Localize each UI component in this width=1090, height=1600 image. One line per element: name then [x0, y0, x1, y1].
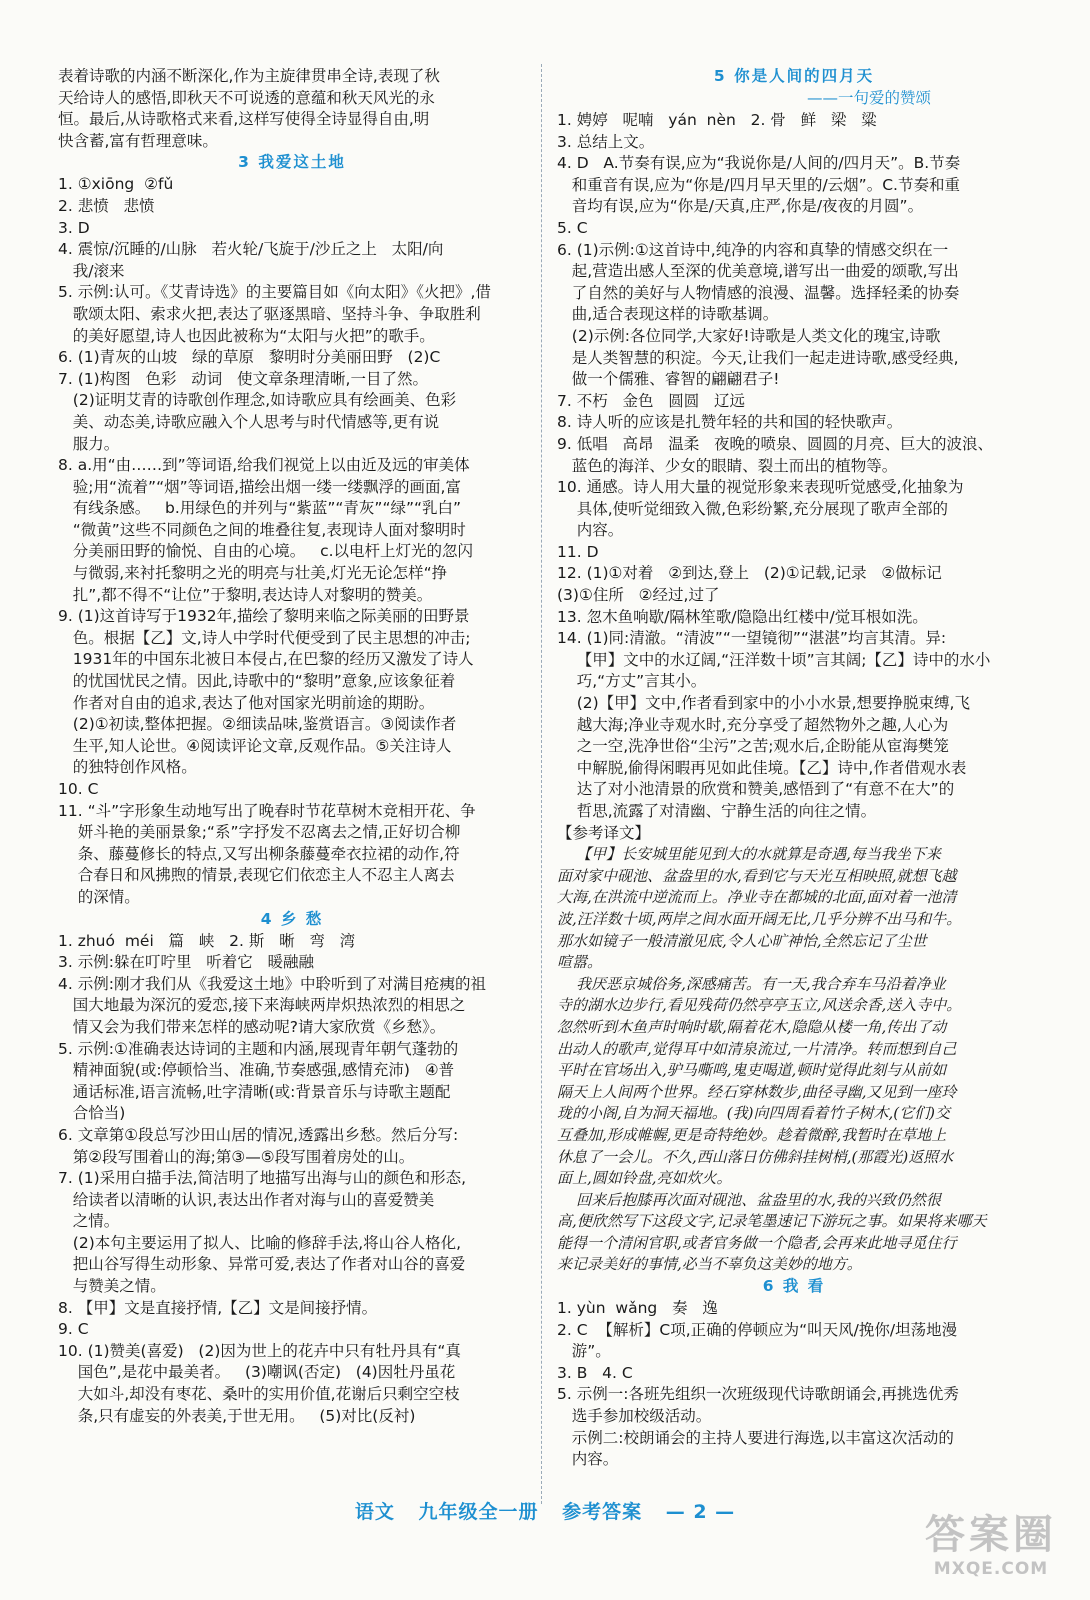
translation-line: 我厌恶京城俗务,深感痛苦。有一天,我合弃车马沿着净业 [557, 974, 946, 993]
answer-line: 的独特创作风格。 [58, 758, 197, 777]
answer-line: 13. 忽木鱼响歇/隔林笙歌/隐隐出红楼中/觉耳根如洗。 [557, 607, 928, 626]
answer-line: 3. 总结上文。 [557, 132, 655, 151]
answer-line: 和重音有误,应为“你是/四月早天里的/云烟”。C.节奏和重 [557, 175, 960, 194]
translation-line: 那水如镜子一般清澈见底,令人心旷神怡,全然忘记了尘世 [557, 931, 927, 950]
answer-line: 游”。 [557, 1342, 611, 1361]
answer-line: 8. a.用“由……到”等词语,给我们视觉上以由近及远的审美体 [58, 456, 470, 475]
answer-line: 表着诗歌的内涵不断深化,作为主旋律贯串全诗,表现了秋 [58, 67, 440, 85]
answer-line: 5. C [557, 218, 588, 237]
answer-line: 10. C [58, 780, 99, 798]
answer-line: 给读者以清晰的认识,表达出作者对海与山的喜爱赞美 [58, 1190, 435, 1209]
answer-line: 的美好愿望,诗人也因此被称为“太阳与火把”的歌手。 [58, 326, 435, 345]
answer-line: 作者对自由的追求,表达了他对国家光明前途的期盼。 [58, 693, 435, 712]
answer-line: 5. 示例:①准确表达诗词的主题和内涵,展现青年朝气蓬勃的 [58, 1039, 459, 1058]
answer-line: 国大地最为深沉的爱恋,接下来海峡两岸炽热浓烈的相思之 [58, 996, 466, 1015]
answer-line: 服力。 [58, 434, 120, 453]
answer-line: (2)【甲】文中,作者看到家中的小小水景,想要挣脱束缚,飞 [557, 694, 970, 713]
watermark-url: MXQE.COM [933, 1559, 1049, 1579]
answer-line: 第②段写围着山的海;第③—⑤段写围着房处的山。 [58, 1147, 415, 1166]
footer-grade: 九年级全一册 [418, 1501, 539, 1523]
answer-line: 之一空,洗净世俗“尘污”之苦;观水后,企盼能从宦海樊笼 [557, 737, 949, 756]
answer-line: 大如斗,却没有枣花、桑叶的实用价值,花谢后只剩空空枝 [58, 1385, 460, 1404]
answer-line: 恒。最后,从诗歌格式来看,这样写使得全诗显得自由,明 [58, 110, 430, 129]
answer-line: 7. (1)采用白描手法,简洁明了地描写出海与山的颜色和形态, [58, 1169, 467, 1188]
translation-line: 休息了一会儿。不久,西山落日仿佛斜挂树梢,(那霞光)返照水 [557, 1147, 954, 1166]
answer-line: 5. 示例一:各班先组织一次班级现代诗歌朗诵会,再挑选优秀 [557, 1385, 959, 1404]
translation-line: 忽然听到木鱼声时响时歇,隔着花木,隐隐从楼一角,传出了动 [557, 1017, 947, 1036]
answer-line: 把山谷写得生动形象、异常可爱,表达了作者对山谷的喜爱 [58, 1255, 466, 1274]
answer-line: 7. (1)构图 色彩 动词 使文章条理清晰,一目了然。 [58, 369, 428, 388]
footer-page-number: — 2 — [665, 1501, 736, 1523]
answer-line: 14. (1)同:清澈。“清波”“一望镜彻”“湛湛”均言其清。异: [557, 629, 947, 648]
answer-line: 情又会为我们带来怎样的感动呢?请大家欣赏《乡愁》。 [58, 1017, 446, 1036]
answer-line: 达了对小池清景的欣赏和赞美,感悟到了“有意不在大”的 [557, 780, 955, 799]
answer-line: 1. zhuó méi 篇 峡 2. 斯 晰 弯 湾 [58, 931, 356, 950]
answer-line: 10. (1)赞美(喜爱) (2)因为世上的花卉中只有牡丹具有“真 [58, 1341, 461, 1360]
translation-line: 【甲】长安城里能见到大的水就算是奇遇,每当我坐下来 [557, 845, 941, 864]
answer-line: 妍斗艳的美丽景象;“系”字抒发不忍离去之情,正好切合柳 [58, 823, 461, 842]
answer-line: (2)证明艾青的诗歌创作理念,如诗歌应具有绘画美、色彩 [58, 391, 457, 410]
translation-line: 珑的小阁,自为洞天福地。(我)向四周看着竹子树木,(它们)交 [557, 1104, 950, 1123]
answer-line: 音均有误,应为“你是/天真,庄严,你是/夜夜的月圆”。 [557, 197, 924, 216]
answer-line: 10. 通感。诗人用大量的视觉形象来表现听觉感受,化抽象为 [557, 478, 964, 497]
answer-line: 选手参加校级活动。 [557, 1407, 712, 1426]
answer-line: 是人类智慧的积淀。今天,让我们一起走进诗歌,感受经典, [557, 348, 959, 367]
answer-line: 11. “斗”字形象生动地写出了晚春时节花草树木竞相开花、争 [58, 801, 476, 820]
answer-line: 曲,适合表现这样的诗歌基调。 [557, 305, 779, 324]
answer-line: 有线条感。 b.用绿色的并列与“紫蓝”“青灰”“绿”“乳白” [58, 499, 462, 518]
answer-line: 12. (1)①对着 ②到达,登上 (2)①记载,记录 ②做标记 [557, 564, 942, 583]
answer-line: 扎”,都不得不“让位”于黎明,表达诗人对黎明的赞美。 [58, 585, 433, 604]
answer-line: 11. D [557, 542, 599, 561]
answer-line: 1. yùn wǎng 奏 逸 [557, 1299, 718, 1318]
left-column [58, 66, 526, 1427]
answer-line: 国色”,是花中最美者。 (3)嘲讽(否定) (4)因牡丹虽花 [58, 1363, 456, 1382]
translation-line: 平时在官场出入,驴马嘶鸣,鬼吏喝道,顿时觉得此刻与从前如 [557, 1061, 947, 1080]
answer-line: 蓝色的海洋、少女的眼睛、裂土而出的植物等。 [557, 456, 898, 475]
answer-line: 了自然的美好与人物情感的浪漫、温馨。选择轻柔的协奏 [557, 283, 960, 302]
translation-line: 面上,圆如铃盘,亮如炊火。 [557, 1169, 732, 1188]
answer-line: (2)①初读,整体把握。②细读品味,鉴赏语言。③阅读作者 [58, 715, 457, 734]
watermark-logo [916, 1512, 1066, 1584]
answer-line: 的忧国忧民之情。因此,诗歌中的“黎明”意象,应该象征着 [58, 672, 456, 691]
answer-line: 的深情。 [58, 887, 140, 906]
answer-line: 8. 【甲】文是直接抒情,【乙】文是间接抒情。 [58, 1298, 378, 1317]
translation-line: 高,便欣然写下这段文字,记录笔墨速记下游玩之事。如果将来哪天 [557, 1212, 987, 1231]
translation-line: 波,汪洋数十顷,两岸之间水面开阔无比,几乎分辨不出马和牛。 [557, 909, 962, 928]
answer-line: 4. 震惊/沉睡的/山脉 若火轮/飞旋于/沙丘之上 太阳/向 [58, 240, 444, 259]
answer-line: 5. 示例:认可。《艾青诗选》的主要篇目如《向太阳》《火把》,借 [58, 283, 491, 302]
answer-line: 美、动态美,诗歌应融入个人思考与时代情感等,更有说 [58, 412, 440, 431]
translation-line: 出动人的歌声,觉得耳中如清泉流过,一片清净。转而想到自己 [557, 1039, 957, 1058]
section-title: 6 我 看 [762, 1277, 826, 1296]
answer-line: 4. D A.节奏有误,应为“我说你是/人间的/四月天”。B.节奏 [557, 154, 961, 173]
section-subtitle: ——一句爱的赞颂 [806, 89, 931, 107]
answer-line: 内容。 [557, 521, 624, 540]
answer-line: 分美丽田野的愉悦、自由的心境。 c.以电杆上灯光的忽闪 [58, 542, 474, 561]
answer-line: 条、藤蔓修长的特点,又写出柳条藤蔓牵衣拉裙的动作,符 [58, 844, 460, 863]
answer-line: 9. C [58, 1320, 89, 1339]
footer-label: 参考答案 [562, 1501, 643, 1523]
answer-line: 天给诗人的感悟,即秋天不可说透的意蕴和秋天风光的永 [58, 88, 435, 107]
answer-line: 4. 示例:刚才我们从《我爱这土地》中聆听到了对满目疮痍的祖 [58, 974, 486, 993]
answer-line: 快含蓄,富有哲理意味。 [58, 131, 218, 150]
answer-line: 6. (1)示例:①这首诗中,纯净的内容和真挚的情感交织在一 [557, 240, 949, 259]
answer-line: 起,营造出感人至深的优美意境,谱写出一曲爱的颂歌,写出 [557, 262, 959, 281]
answer-line: 1. 娉婷 呢喃 yán nèn 2. 骨 鲜 梁 粱 [557, 111, 877, 129]
answer-line: 6. (1)青灰的山坡 绿的草原 黎明时分美丽田野 (2)C [58, 348, 441, 367]
translation-line: 喧嚣。 [557, 953, 603, 972]
answer-line: 通话标准,语言流畅,吐字清晰(或:背景音乐与诗歌主题配 [58, 1082, 451, 1101]
watermark-text: 答案圈 [925, 1512, 1057, 1558]
translation-line: 大海,在洪流中逆流而上。净业寺在都城的北面,面对着一池清 [557, 888, 957, 907]
translation-line: 互叠加,形成帷幄,更是奇特绝妙。趁着微醉,我暂时在草地上 [557, 1125, 947, 1144]
answer-line: 3. B 4. C [557, 1363, 633, 1382]
answer-line: 【甲】文中的水辽阔,“汪洋数十顷”言其阔;【乙】诗中的水小 [557, 650, 991, 669]
answer-line: 精神面貌(或:停顿恰当、准确,节奏感强,感情充沛) ④普 [58, 1061, 455, 1080]
answer-line: 验;用“流着”“烟”等词语,描绘出烟一缕一缕飘浮的画面,富 [58, 477, 461, 496]
answer-line: 【参考译文】 [557, 823, 651, 842]
answer-line: 与赞美之情。 [58, 1277, 166, 1296]
column-divider [541, 64, 542, 1504]
translation-line: 能得一个清闲官职,或者官务做一个隐者,会再来此地寻觅住行 [557, 1233, 957, 1252]
translation-line: 回来后抱膝再次面对砚池、盆盎里的水,我的兴致仍然很 [557, 1190, 941, 1209]
answer-line: 歌颂太阳、索求火把,表达了驱逐黑暗、坚持斗争、争取胜利 [58, 304, 481, 323]
right-column [557, 66, 1031, 1471]
section-title: 4 乡 愁 [260, 909, 324, 928]
answer-line: 我/滚来 [58, 261, 125, 280]
answer-line: (3)①住所 ②经过,过了 [557, 586, 720, 605]
answer-line: 2. C 【解析】C项,正确的停顿应为“叫天风/挽你/坦荡地漫 [557, 1320, 958, 1339]
answer-line: 条,只有虚妄的外表美,于世无用。 (5)对比(反衬) [58, 1406, 416, 1425]
section-title: 3 我爱这土地 [238, 153, 346, 172]
answer-line: 2. 悲愤 悲愤 [58, 196, 155, 215]
answer-line: 合恰当) [58, 1104, 126, 1123]
answer-line: 与微弱,来衬托黎明之光的明亮与壮美,灯光无论怎样“挣 [58, 564, 448, 583]
answer-line: 3. 示例:躲在叮咛里 听着它 暖融融 [58, 953, 315, 972]
answer-line: 9. 低唱 高昂 温柔 夜晚的喷泉、圆圆的月亮、巨大的波浪、 [557, 434, 994, 453]
footer-subject: 语文 [354, 1501, 395, 1523]
answer-line: 色。根据【乙】文,诗人中学时代便受到了民主思想的冲击; [58, 628, 471, 647]
answer-line: 1. ①xiōng ②fǔ [58, 175, 174, 194]
answer-line: 具体,使听觉细致入微,色彩纷繁,充分展现了歌声全部的 [557, 499, 948, 518]
answer-line: 中解脱,偷得闲暇再见如此佳境。【乙】诗中,作者借观水表 [557, 758, 967, 777]
answer-line: 合春日和风拂煦的情景,表现它们依恋主人不忍主人离去 [58, 866, 455, 885]
answer-line: 示例二:校朗诵会的主持人要进行海选,以丰富这次活动的 [557, 1428, 954, 1447]
answer-line: 哲思,流露了对清幽、宁静生活的向往之情。 [557, 802, 877, 820]
answer-line: 8. 诗人听的应该是扎赞年轻的共和国的轻快歌声。 [557, 413, 903, 432]
answer-line: “微黄”这些不同颜色之间的堆叠往复,表现诗人面对黎明时 [58, 520, 466, 539]
answer-line: 巧,“方丈”言其小。 [557, 672, 707, 691]
answer-line: 越大海;净业寺观水时,充分享受了超然物外之趣,人心为 [557, 715, 949, 734]
answer-line: 6. 文章第①段总写沙田山居的情况,透露出乡愁。然后分写: [58, 1125, 459, 1144]
answer-line: (2)示例:各位同学,大家好!诗歌是人类文化的瑰宝,诗歌 [557, 326, 941, 345]
answer-line: (2)本句主要运用了拟人、比喻的修辞手法,将山谷人格化, [58, 1233, 462, 1252]
section-title: 5 你是人间的四月天 [713, 67, 875, 85]
answer-line: 1931年的中国东北被日本侵占,在巴黎的经历又激发了诗人 [58, 650, 474, 669]
translation-line: 隔天上人间两个世界。经石穿林数步,曲径寻幽,又见到一座玲 [557, 1082, 957, 1101]
answer-line: 之情。 [58, 1212, 120, 1231]
answer-line: 生平,知人论世。④阅读评论文章,反观作品。⑤关注诗人 [58, 736, 452, 755]
answer-line: 3. D [58, 218, 90, 237]
translation-line: 面对家中砚池、盆盎里的水,看到它与天光互相映照,就想飞越 [557, 866, 957, 885]
answer-line: 7. 不朽 金色 圆圆 辽远 [557, 391, 746, 410]
translation-line: 寺的湖水边步行,看见残荷仍然亭亭玉立,风送余香,送入寺中。 [557, 996, 962, 1015]
answer-line: 做一个儒雅、睿智的翩翩君子! [557, 370, 780, 389]
answer-line: 内容。 [557, 1450, 619, 1469]
translation-line: 来记录美好的事情,必当不辜负这美妙的地方。 [557, 1255, 862, 1274]
answer-line: 9. (1)这首诗写于1932年,描绘了黎明来临之际美丽的田野景 [58, 607, 470, 626]
